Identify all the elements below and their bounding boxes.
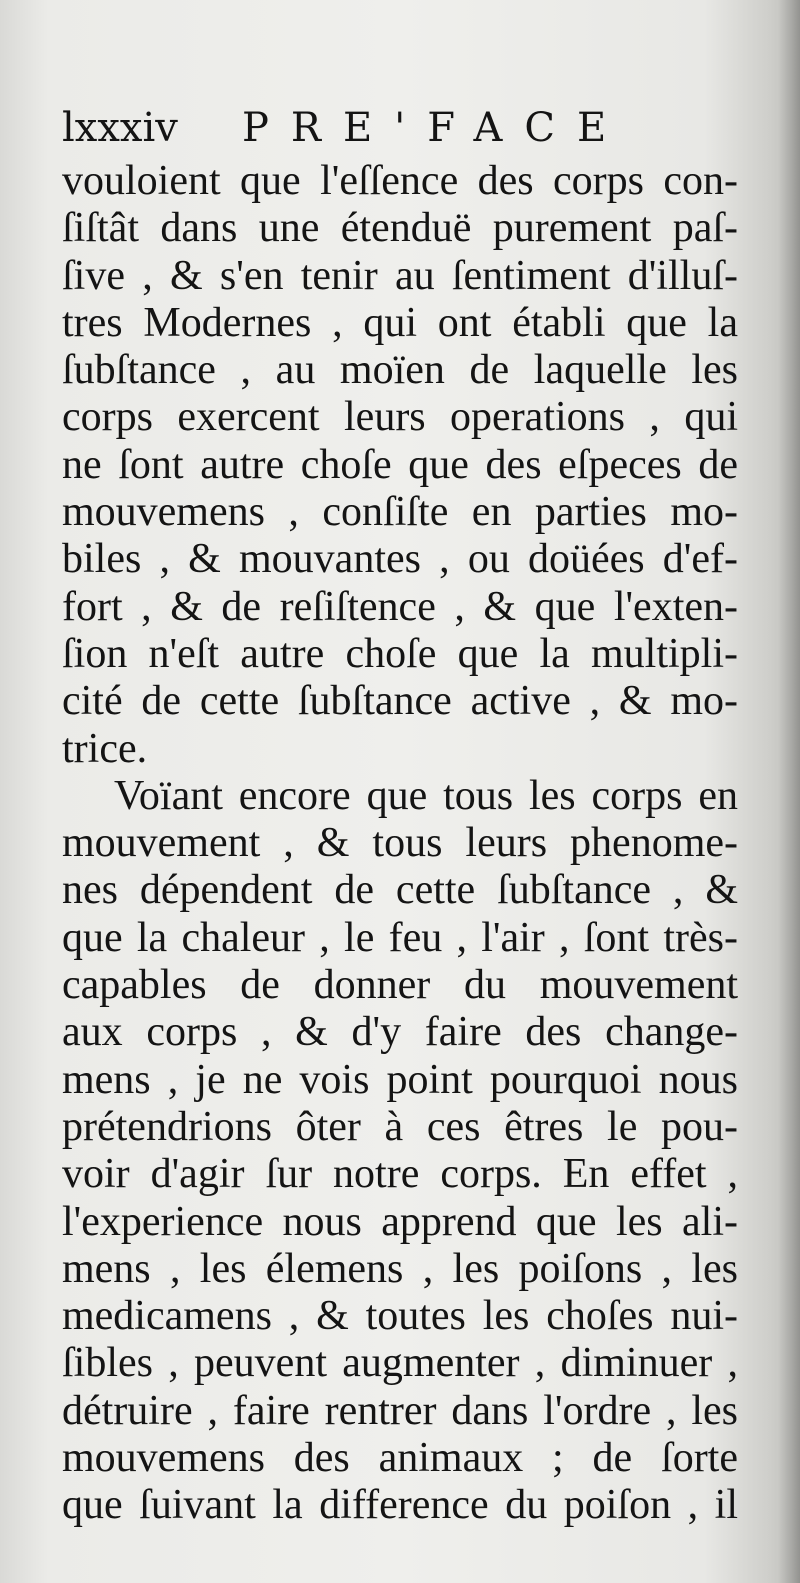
text-line: ſubſtance , au moïen de laquelle les [62, 347, 738, 394]
text-line: capables de donner du mouvement [62, 962, 738, 1009]
text-line: détruire , faire rentrer dans l'ordre , les [62, 1387, 738, 1434]
text-line: mouvemens , conſiſte en parties mo- [62, 489, 738, 536]
running-head-title: PRE'FACE [242, 105, 629, 151]
text-line: que la chaleur , le feu , l'air , ſont très- [62, 914, 738, 961]
text-line: nes dépendent de cette ſubſtance , & [62, 867, 738, 914]
running-head [62, 100, 629, 156]
text-line: ne ſont autre choſe que des eſpeces de [62, 441, 738, 488]
text-line: l'experience nous apprend que les ali- [62, 1198, 738, 1245]
text-line: vouloient que l'eſſence des corps con- [62, 158, 738, 204]
text-line: mens , je ne vois point pourquoi nous [62, 1056, 738, 1103]
text-line: mouvement , & tous leurs phenome- [62, 820, 738, 867]
text-line: corps exercent leurs operations , qui [62, 394, 738, 441]
text-line: mouvemens des animaux ; de ſorte [62, 1435, 738, 1482]
text-line: que ſuivant la difference du poiſon , il [62, 1482, 738, 1529]
text-line: ſiſtât dans une étenduë purement paſ- [62, 205, 738, 252]
text-line: mens , les élemens , les poiſons , les [62, 1245, 738, 1292]
page-edge-shadow [778, 0, 800, 1583]
body-text [62, 158, 738, 1530]
text-line: Voïant encore que tous les corps en [114, 772, 738, 819]
text-line: aux corps , & d'y faire des change- [62, 1009, 738, 1056]
text-line: biles , & mouvantes , ou doüées d'ef- [62, 536, 738, 583]
text-line: voir d'agir ſur notre corps. En effet , [62, 1151, 738, 1198]
text-line: trice. [62, 725, 148, 772]
text-line: ſibles , peuvent augmenter , diminuer , [62, 1340, 738, 1387]
text-line: tres Modernes , qui ont établi que la [62, 299, 738, 346]
text-line: prétendrions ôter à ces êtres le pou- [62, 1103, 738, 1150]
text-line: fort , & de reſiſtence , & que l'exten- [62, 583, 738, 630]
text-line: cité de cette ſubſtance active , & mo- [62, 678, 738, 725]
text-line: ſion n'eſt autre choſe que la multipli- [62, 630, 738, 677]
text-line: medicamens , & toutes les choſes nui- [62, 1293, 738, 1340]
page-folio: lxxxiv [62, 105, 178, 151]
text-line: ſive , & s'en tenir au ſentiment d'illuſ- [62, 252, 738, 299]
